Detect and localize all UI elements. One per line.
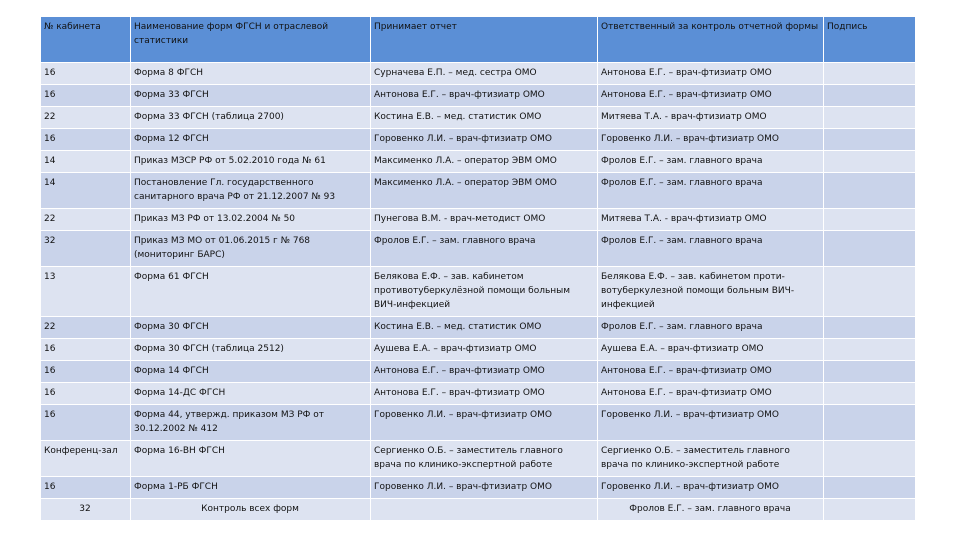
cell-receiver: Горовенко Л.И. – врач-фтизиатр ОМО (371, 405, 598, 441)
cell-room-number: 32 (41, 231, 131, 267)
cell-room-number: 22 (41, 317, 131, 339)
table-row (41, 317, 916, 339)
cell-room-number: 16 (41, 129, 131, 151)
cell-room-number: Конференц-зал (41, 441, 131, 477)
cell-receiver: Сурначева Е.П. – мед. сестра ОМО (371, 63, 598, 85)
cell-receiver: Сергиенко О.Б. – заместитель главного врача по клинико-экспертной работе (371, 441, 598, 477)
table-row (41, 209, 916, 231)
cell-receiver: Белякова Е.Ф. – зав. кабинетом противотуберкулёзной помощи больным ВИЧ-инфекцией (371, 267, 598, 317)
cell-signature (824, 477, 916, 499)
cell-room-number: 16 (41, 405, 131, 441)
cell-room-number: 16 (41, 339, 131, 361)
cell-signature (824, 405, 916, 441)
cell-form-name: Форма 30 ФГСН (таблица 2512) (131, 339, 371, 361)
cell-responsible: Фролов Е.Г. – зам. главного врача (598, 317, 824, 339)
cell-responsible: Фролов Е.Г. – зам. главного врача (598, 231, 824, 267)
table-row (41, 107, 916, 129)
table-row (41, 441, 916, 477)
cell-form-name: Приказ МЗ МО от 01.06.2015 г № 768 (мониторинг БАРС) (131, 231, 371, 267)
cell-room-number: 14 (41, 173, 131, 209)
cell-receiver: Антонова Е.Г. – врач-фтизиатр ОМО (371, 383, 598, 405)
cell-responsible: Горовенко Л.И. – врач-фтизиатр ОМО (598, 129, 824, 151)
cell-receiver: Фролов Е.Г. – зам. главного врача (371, 231, 598, 267)
table-row (41, 63, 916, 85)
cell-signature (824, 85, 916, 107)
cell-room-number: 16 (41, 63, 131, 85)
cell-form-name: Форма 12 ФГСН (131, 129, 371, 151)
cell-room-number: 22 (41, 209, 131, 231)
cell-receiver: Антонова Е.Г. – врач-фтизиатр ОМО (371, 85, 598, 107)
cell-receiver: Горовенко Л.И. – врач-фтизиатр ОМО (371, 129, 598, 151)
cell-signature (824, 129, 916, 151)
cell-form-name: Форма 8 ФГСН (131, 63, 371, 85)
header-form-name: Наименование форм ФГСН и отраслевой статистики (131, 17, 371, 63)
cell-responsible: Горовенко Л.И. – врач-фтизиатр ОМО (598, 405, 824, 441)
cell-signature (824, 151, 916, 173)
cell-receiver: Костина Е.В. – мед. статистик ОМО (371, 317, 598, 339)
cell-form-name: Постановление Гл. государственного санитарного врача РФ от 21.12.2007 № 93 (131, 173, 371, 209)
cell-signature (824, 209, 916, 231)
table-row (41, 383, 916, 405)
table-row (41, 405, 916, 441)
cell-responsible: Сергиенко О.Б. – заместитель главного врача по клинико-экспертной работе (598, 441, 824, 477)
cell-room-number: 16 (41, 383, 131, 405)
cell-room-number: 16 (41, 477, 131, 499)
cell-signature (824, 231, 916, 267)
cell-signature (824, 383, 916, 405)
cell-responsible: Фролов Е.Г. – зам. главного врача (598, 151, 824, 173)
report-table (40, 16, 916, 521)
cell-form-name: Форма 33 ФГСН (таблица 2700) (131, 107, 371, 129)
cell-receiver: Максименко Л.А. – оператор ЭВМ ОМО (371, 151, 598, 173)
cell-responsible: Фролов Е.Г. – зам. главного врача (598, 499, 824, 521)
table-row (41, 85, 916, 107)
cell-receiver: Пунегова В.М. - врач-методист ОМО (371, 209, 598, 231)
table-row (41, 151, 916, 173)
cell-signature (824, 267, 916, 317)
table-body (41, 17, 916, 521)
cell-responsible: Белякова Е.Ф. – зав. кабинетом проти-вотуберкулезной помощи больным ВИЧ-инфекцией (598, 267, 824, 317)
cell-room-number: 16 (41, 361, 131, 383)
cell-responsible: Митяева Т.А. - врач-фтизиатр ОМО (598, 107, 824, 129)
header-signature: Подпись (824, 17, 916, 63)
cell-signature (824, 107, 916, 129)
cell-responsible: Фролов Е.Г. – зам. главного врача (598, 173, 824, 209)
cell-responsible: Антонова Е.Г. – врач-фтизиатр ОМО (598, 63, 824, 85)
cell-responsible: Антонова Е.Г. – врач-фтизиатр ОМО (598, 383, 824, 405)
cell-form-name: Форма 1-РБ ФГСН (131, 477, 371, 499)
cell-form-name: Форма 33 ФГСН (131, 85, 371, 107)
cell-form-name: Форма 61 ФГСН (131, 267, 371, 317)
cell-form-name: Форма 14-ДС ФГСН (131, 383, 371, 405)
cell-receiver (371, 499, 598, 521)
cell-receiver: Аушева Е.А. – врач-фтизиатр ОМО (371, 339, 598, 361)
table-row (41, 173, 916, 209)
cell-room-number: 22 (41, 107, 131, 129)
cell-responsible: Митяева Т.А. - врач-фтизиатр ОМО (598, 209, 824, 231)
cell-signature (824, 173, 916, 209)
cell-room-number: 32 (41, 499, 131, 521)
cell-receiver: Костина Е.В. – мед. статистик ОМО (371, 107, 598, 129)
cell-signature (824, 63, 916, 85)
cell-room-number: 16 (41, 85, 131, 107)
header-responsible: Ответственный за контроль отчетной формы (598, 17, 824, 63)
cell-room-number: 13 (41, 267, 131, 317)
table-row (41, 267, 916, 317)
table-row (41, 339, 916, 361)
cell-signature (824, 499, 916, 521)
table-footer-row (41, 499, 916, 521)
header-receiver: Принимает отчет (371, 17, 598, 63)
cell-form-name: Приказ МЗСР РФ от 5.02.2010 года № 61 (131, 151, 371, 173)
table-row (41, 361, 916, 383)
cell-form-name: Форма 14 ФГСН (131, 361, 371, 383)
table-header-row (41, 17, 916, 63)
table-row (41, 477, 916, 499)
cell-responsible: Аушева Е.А. – врач-фтизиатр ОМО (598, 339, 824, 361)
header-room-number: № кабинета (41, 17, 131, 63)
cell-room-number: 14 (41, 151, 131, 173)
cell-responsible: Горовенко Л.И. – врач-фтизиатр ОМО (598, 477, 824, 499)
cell-signature (824, 317, 916, 339)
cell-responsible: Антонова Е.Г. – врач-фтизиатр ОМО (598, 85, 824, 107)
cell-signature (824, 361, 916, 383)
cell-form-name: Форма 44, утвержд. приказом МЗ РФ от 30.12.2002 № 412 (131, 405, 371, 441)
table-row (41, 129, 916, 151)
cell-form-name: Форма 16-ВН ФГСН (131, 441, 371, 477)
cell-signature (824, 441, 916, 477)
cell-responsible: Антонова Е.Г. – врач-фтизиатр ОМО (598, 361, 824, 383)
cell-form-name: Контроль всех форм (131, 499, 371, 521)
cell-form-name: Форма 30 ФГСН (131, 317, 371, 339)
cell-receiver: Максименко Л.А. – оператор ЭВМ ОМО (371, 173, 598, 209)
cell-receiver: Горовенко Л.И. – врач-фтизиатр ОМО (371, 477, 598, 499)
cell-form-name: Приказ МЗ РФ от 13.02.2004 № 50 (131, 209, 371, 231)
cell-signature (824, 339, 916, 361)
table-row (41, 231, 916, 267)
cell-receiver: Антонова Е.Г. – врач-фтизиатр ОМО (371, 361, 598, 383)
